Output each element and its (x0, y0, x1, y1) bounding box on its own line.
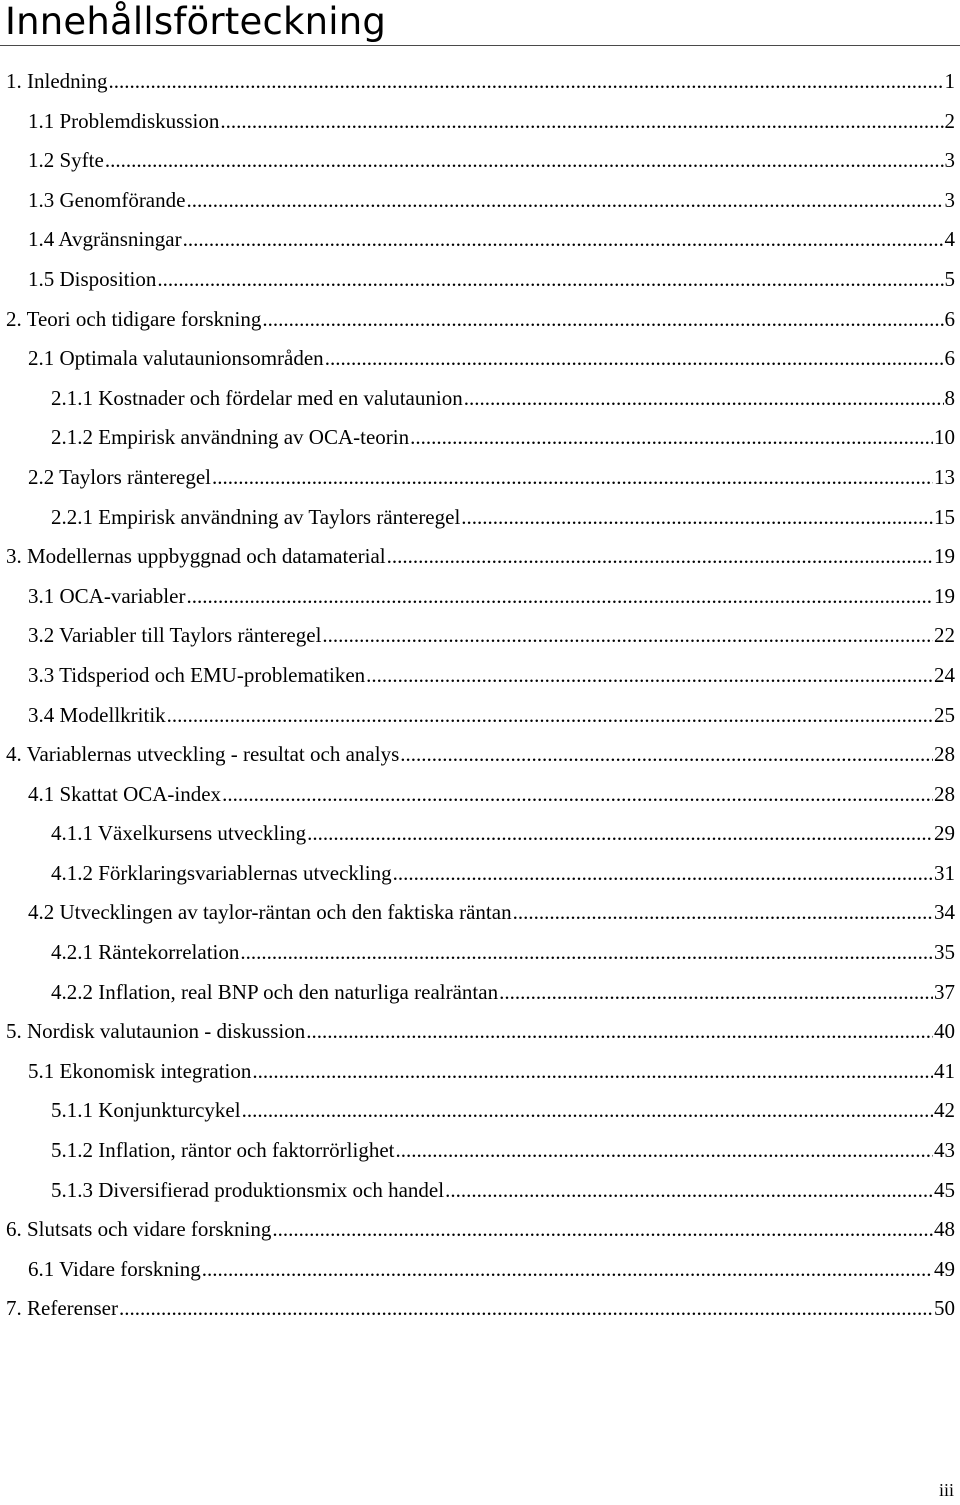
toc-dot-leader (119, 1289, 933, 1329)
toc-entry-title: 2. Teori och tidigare forskning (6, 306, 262, 331)
toc-heading: Innehållsförteckning (5, 0, 387, 43)
toc-dot-leader (445, 1171, 933, 1211)
toc-entry[interactable] (0, 1091, 955, 1131)
toc-entry-title: 5.1.2 Inflation, räntor och faktorrörlighet (51, 1138, 395, 1163)
toc-dot-leader (322, 616, 933, 656)
toc-dot-leader (464, 379, 944, 419)
toc-dot-leader (186, 181, 943, 221)
toc-dot-leader (202, 1250, 933, 1290)
toc-dot-leader (108, 62, 943, 102)
toc-dot-leader (167, 696, 933, 736)
toc-dot-leader (513, 893, 933, 933)
toc-dot-leader (262, 300, 943, 340)
toc-entry-title: 4.2.2 Inflation, real BNP och den naturliga realräntan (51, 979, 499, 1004)
toc-entry[interactable] (0, 102, 955, 142)
toc-dot-leader (252, 1052, 933, 1092)
toc-entry[interactable] (0, 62, 955, 102)
toc-entry-page: 5 (944, 266, 955, 291)
toc-entry-title: 1.1 Problemdiskussion (28, 108, 220, 133)
toc-entry[interactable] (0, 1131, 955, 1171)
toc-entry-page: 1 (944, 69, 955, 93)
toc-dot-leader (272, 1210, 933, 1250)
toc-entry[interactable] (0, 1289, 955, 1329)
toc-entry-page: 42 (934, 1098, 955, 1123)
toc-entry[interactable] (0, 418, 955, 458)
toc-entry-page: 28 (934, 781, 955, 806)
toc-entry-title: 6. Slutsats och vidare forskning (6, 1217, 272, 1242)
toc-entry-title: 5.1 Ekonomisk integration (28, 1058, 252, 1083)
toc-entry-page: 37 (934, 979, 955, 1004)
toc-dot-leader (400, 735, 933, 775)
toc-entry-page: 13 (934, 464, 955, 489)
toc-entry[interactable] (0, 537, 955, 577)
toc-entry-title: 5. Nordisk valutaunion - diskussion (6, 1019, 306, 1044)
toc-entry[interactable] (0, 260, 955, 300)
toc-entry[interactable] (0, 656, 955, 696)
page-number: iii (938, 1480, 954, 1500)
toc-entry-title: 3.3 Tidsperiod och EMU-problematiken (28, 662, 366, 687)
toc-entry-page: 43 (934, 1138, 955, 1163)
heading-divider (0, 45, 960, 46)
toc-entry-title: 1.5 Disposition (28, 266, 157, 291)
toc-dot-leader (410, 418, 933, 458)
toc-entry-page: 10 (934, 425, 955, 450)
toc-dot-leader (183, 220, 944, 260)
toc-entry[interactable] (0, 141, 955, 181)
toc-entry-page: 34 (934, 900, 955, 925)
toc-entry-title: 1.3 Genomförande (28, 187, 186, 212)
toc-entry-title: 4.2 Utvecklingen av taylor-räntan och den faktiska räntan (28, 900, 512, 925)
toc-entry-page: 4 (944, 227, 955, 252)
toc-entry-title: 4. Variablernas utveckling - resultat och analys (6, 742, 400, 767)
toc-entry-page: 15 (934, 504, 955, 529)
toc-entry-title: 2.2.1 Empirisk användning av Taylors ränteregel (51, 504, 461, 529)
toc-entry-title: 1. Inledning (6, 69, 108, 93)
toc-entry-page: 8 (944, 385, 955, 410)
toc-entry[interactable] (0, 181, 955, 221)
toc-entry-title: 3.2 Variabler till Taylors ränteregel (28, 623, 322, 648)
toc-dot-leader (186, 577, 933, 617)
toc-entry[interactable] (0, 1210, 955, 1250)
toc-entry-page: 29 (934, 821, 955, 846)
toc-dot-leader (366, 656, 933, 696)
toc-dot-leader (395, 1131, 933, 1171)
toc-entry[interactable] (0, 1052, 955, 1092)
toc-entry[interactable] (0, 577, 955, 617)
toc-entry-title: 5.1.1 Konjunkturcykel (51, 1098, 241, 1123)
toc-entry-title: 4.2.1 Räntekorrelation (51, 940, 240, 965)
toc-entry-title: 4.1 Skattat OCA-index (28, 781, 222, 806)
toc-dot-leader (242, 1091, 933, 1131)
toc-entry-title: 2.1.1 Kostnader och fördelar med en valutaunion (51, 385, 463, 410)
toc-dot-leader (499, 973, 933, 1013)
toc-dot-leader (461, 498, 933, 538)
toc-entry-page: 22 (934, 623, 955, 648)
toc-entry[interactable] (0, 696, 955, 736)
toc-dot-leader (307, 814, 933, 854)
toc-dot-leader (393, 854, 933, 894)
toc-entry-page: 31 (934, 860, 955, 885)
toc-entry[interactable] (0, 973, 955, 1013)
toc-entry-title: 2.1.2 Empirisk användning av OCA-teorin (51, 425, 410, 450)
toc-entry-page: 41 (934, 1058, 955, 1083)
toc-entry-page: 24 (934, 662, 955, 687)
toc-entry[interactable] (0, 458, 955, 498)
toc-dot-leader (105, 141, 944, 181)
toc-entry-title: 2.2 Taylors ränteregel (28, 464, 211, 489)
toc-entry-page: 45 (934, 1177, 955, 1202)
toc-entry-page: 19 (934, 544, 955, 569)
toc-entry-title: 5.1.3 Diversifierad produktionsmix och handel (51, 1177, 445, 1202)
toc-entry-page: 25 (934, 702, 955, 727)
toc-entry-page: 3 (944, 187, 955, 212)
toc-entry[interactable] (0, 1171, 955, 1211)
toc-dot-leader (387, 537, 933, 577)
toc-entry-page: 19 (934, 583, 955, 608)
toc-entry[interactable] (0, 220, 955, 260)
toc-entry[interactable] (0, 1012, 955, 1052)
toc-dot-leader (306, 1012, 933, 1052)
toc-entry[interactable] (0, 933, 955, 973)
toc-dot-leader (220, 102, 943, 142)
toc-entry[interactable] (0, 300, 955, 340)
toc-entry[interactable] (0, 379, 955, 419)
toc-entry[interactable] (0, 854, 955, 894)
toc-entry-title: 3. Modellernas uppbyggnad och datamaterial (6, 544, 386, 569)
toc-entry-title: 3.4 Modellkritik (28, 702, 166, 727)
toc-entry-page: 28 (934, 742, 955, 767)
toc-entry-title: 6.1 Vidare forskning (28, 1256, 201, 1281)
toc-entry-title: 4.1.1 Växelkursens utveckling (51, 821, 307, 846)
toc-entry[interactable] (0, 1250, 955, 1290)
toc-entry-page: 50 (934, 1296, 955, 1321)
toc-dot-leader (222, 775, 933, 815)
toc-entry-page: 2 (944, 108, 955, 133)
toc-entry-title: 4.1.2 Förklaringsvariablernas utveckling (51, 860, 392, 885)
toc-entry-page: 48 (934, 1217, 955, 1242)
toc-entry-title: 2.1 Optimala valutaunionsområden (28, 346, 324, 371)
toc-dot-leader (157, 260, 943, 300)
toc-entry-title: 3.1 OCA-variabler (28, 583, 186, 608)
toc-entry[interactable] (0, 616, 955, 656)
toc-entry-page: 6 (944, 346, 955, 371)
toc-dot-leader (240, 933, 933, 973)
toc-entry[interactable] (0, 498, 955, 538)
toc-entry-page: 3 (944, 148, 955, 173)
toc-entry-page: 35 (934, 940, 955, 965)
toc-entry-page: 49 (934, 1256, 955, 1281)
toc-entry[interactable] (0, 775, 955, 815)
toc-entry-page: 6 (944, 306, 955, 331)
toc-entry[interactable] (0, 735, 955, 775)
toc-entry[interactable] (0, 339, 955, 379)
toc-entry-page: 40 (934, 1019, 955, 1044)
table-of-contents (0, 62, 955, 1329)
toc-entry-title: 7. Referenser (6, 1296, 118, 1321)
toc-entry-title: 1.4 Avgränsningar (28, 227, 182, 252)
toc-entry-title: 1.2 Syfte (28, 148, 104, 173)
toc-entry[interactable] (0, 893, 955, 933)
toc-entry[interactable] (0, 814, 955, 854)
toc-dot-leader (325, 339, 944, 379)
toc-dot-leader (212, 458, 933, 498)
